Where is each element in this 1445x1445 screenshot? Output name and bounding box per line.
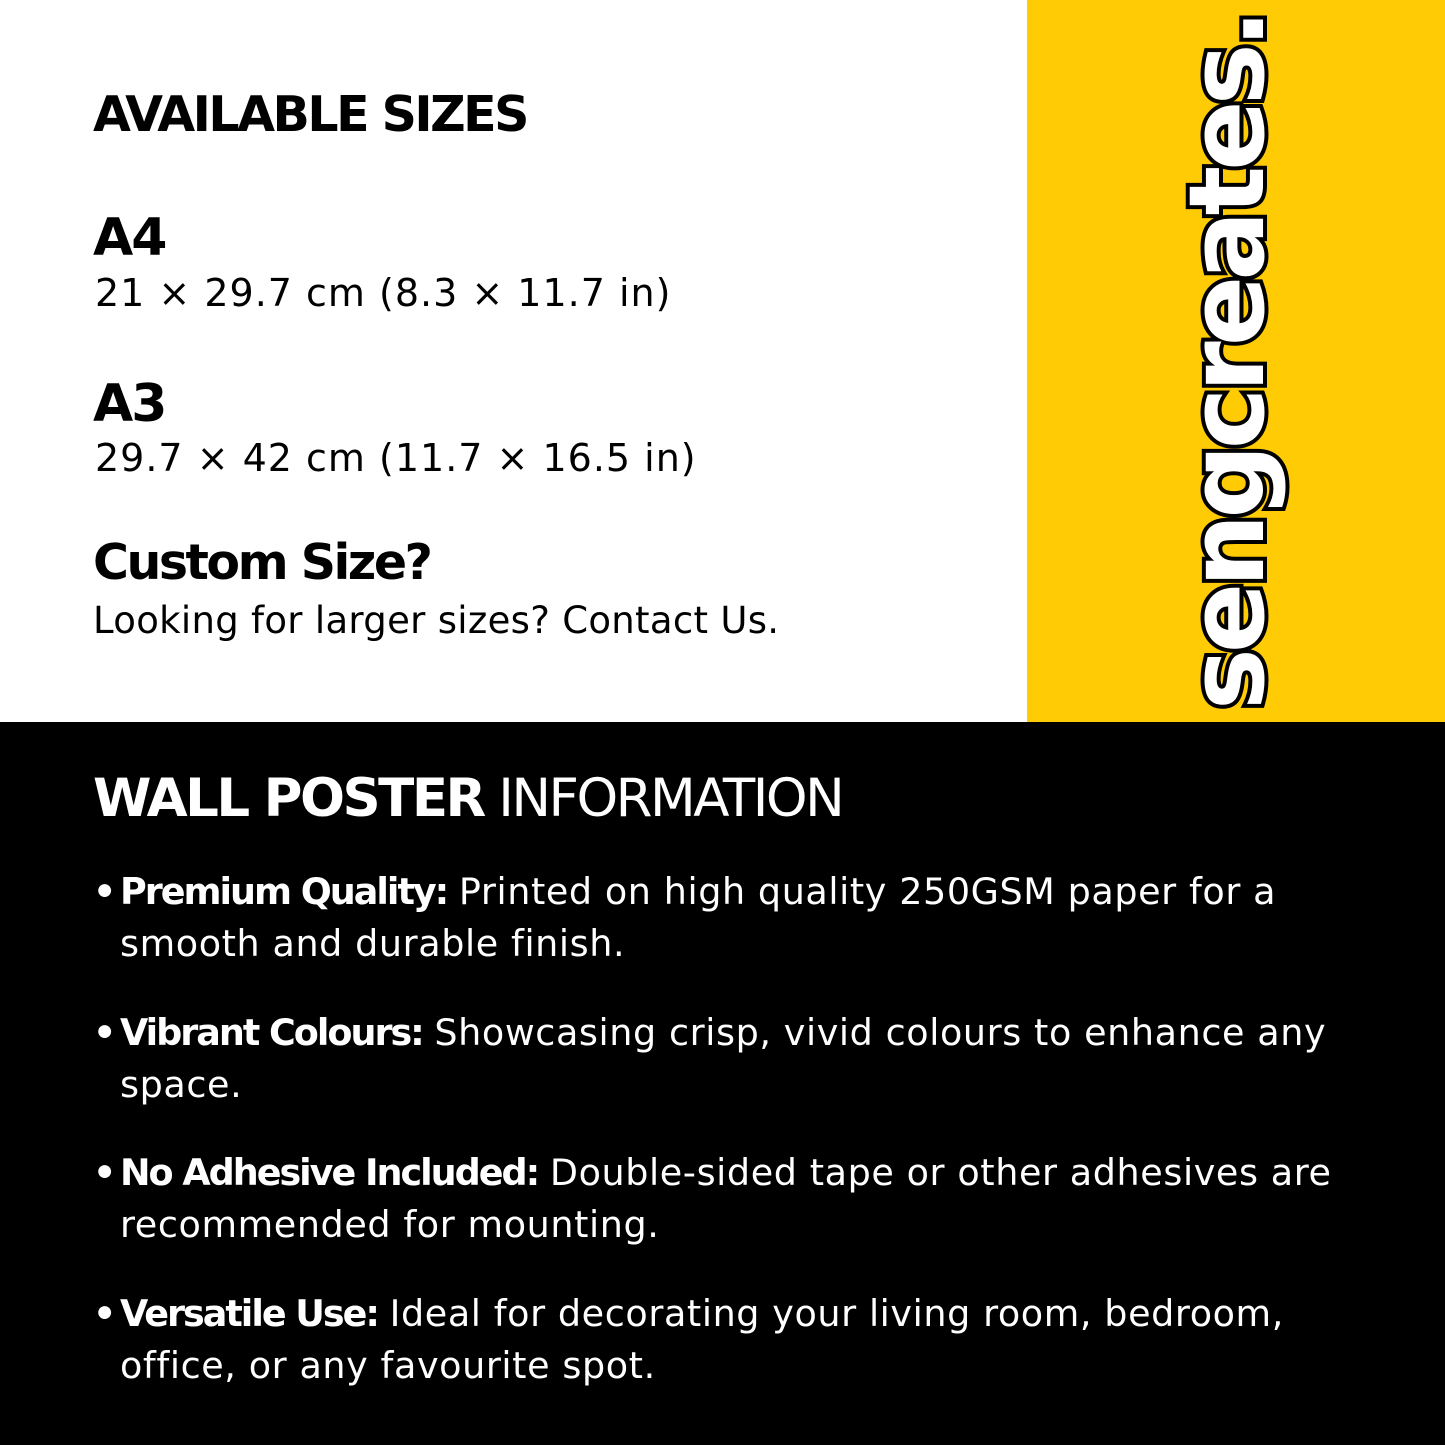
info-bullet-premium-quality	[93, 866, 1373, 970]
bullet-text: Double-sided tape or other adhesives are recommended for mounting.	[120, 1151, 1332, 1246]
bullet-dot: •	[93, 1292, 117, 1335]
bullet-dot: •	[93, 1151, 117, 1194]
size-a3-name: A3	[93, 374, 166, 434]
bullet-dot: •	[93, 870, 117, 913]
bullet-body	[93, 1007, 1373, 1111]
info-title	[93, 768, 843, 829]
bullet-text: Printed on high quality 250GSM paper for a smooth and durable finish.	[120, 870, 1277, 965]
info-bullet-vibrant-colours	[93, 1007, 1373, 1111]
info-bullet-no-adhesive	[93, 1147, 1373, 1251]
bullet-label: Versatile Use:	[120, 1292, 379, 1335]
size-a4-name: A4	[93, 208, 166, 268]
bullet-text: Showcasing crisp, vivid colours to enhance any space.	[120, 1011, 1327, 1106]
info-title-light: INFORMATION	[498, 768, 843, 829]
bullet-body	[93, 866, 1373, 970]
bullet-dot: •	[93, 1011, 117, 1054]
info-title-strong: WALL POSTER	[93, 768, 484, 829]
bullet-label: Premium Quality:	[120, 870, 448, 913]
size-a3-dimensions: 29.7 × 42 cm (11.7 × 16.5 in)	[95, 436, 697, 480]
size-a4-dimensions: 21 × 29.7 cm (8.3 × 11.7 in)	[95, 271, 672, 315]
bullet-label: No Adhesive Included:	[120, 1151, 539, 1194]
info-bullet-versatile-use	[93, 1288, 1373, 1392]
bullet-label: Vibrant Colours:	[120, 1011, 423, 1054]
brand-logo: sengcreates.	[1166, 13, 1288, 711]
bullet-text: Ideal for decorating your living room, bedroom, office, or any favourite spot.	[120, 1292, 1284, 1387]
bullet-body	[93, 1288, 1373, 1392]
custom-size-text: Looking for larger sizes? Contact Us.	[93, 599, 780, 642]
custom-size-title: Custom Size?	[93, 534, 431, 591]
bullet-body	[93, 1147, 1373, 1251]
sizes-title: AVAILABLE SIZES	[93, 86, 527, 143]
